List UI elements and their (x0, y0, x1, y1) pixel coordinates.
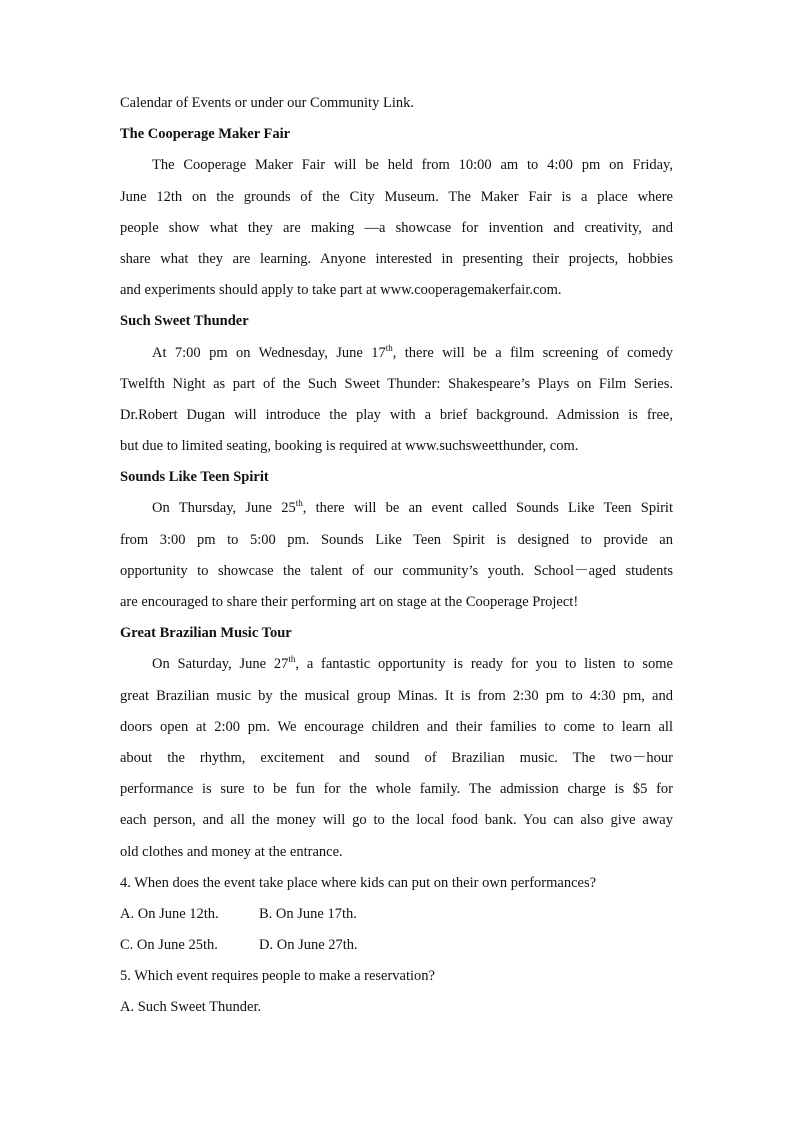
line-text: , a fantastic opportunity is ready for you to listen to some (295, 656, 673, 673)
paragraph-line (120, 493, 673, 524)
paragraph-line: Dr.Robert Dugan will introduce the play with a brief background. Admission is free, (120, 406, 673, 423)
paragraph-line: June 12th on the grounds of the City Museum. The Maker Fair is a place where (120, 188, 673, 205)
paragraph-line: each person, and all the money will go to the local food bank. You can also give away (120, 812, 673, 829)
event-heading-brazilian-tour: Great Brazilian Music Tour (120, 625, 292, 642)
paragraph-line: about the rhythm, excitement and sound of Brazilian music. The two－hour (120, 749, 673, 766)
answer-option-d: D. On June 27th. (259, 937, 358, 954)
answer-option-a: A. Such Sweet Thunder. (120, 999, 262, 1016)
ordinal-suffix: th (288, 654, 296, 665)
paragraph-line (120, 338, 673, 369)
date-text: On Saturday, June 27 (152, 656, 289, 673)
article-column (120, 88, 673, 1024)
paragraph-line: are encouraged to share their performing art on stage at the Cooperage Project! (120, 594, 579, 610)
answer-option-b: B. On June 17th. (259, 905, 357, 922)
paragraph-line (120, 649, 673, 680)
paragraph-line: doors open at 2:00 pm. We encourage children and their families to come to learn all (120, 718, 673, 735)
paragraph-line: opportunity to showcase the talent of our community’s youth. School－aged students (120, 562, 673, 579)
paragraph-line: and experiments should apply to take part at www.cooperagemakerfair.com. (120, 282, 562, 299)
event-heading-maker-fair: The Cooperage Maker Fair (120, 126, 291, 143)
line-text: , there will be a film screening of comedy (392, 344, 673, 361)
paragraph-line: performance is sure to be fun for the whole family. The admission charge is $5 for (120, 781, 673, 798)
date-text: On Thursday, June 25 (152, 500, 296, 517)
event-heading-sweet-thunder: Such Sweet Thunder (120, 313, 249, 330)
event-heading-teen-spirit: Sounds Like Teen Spirit (120, 469, 269, 486)
answer-option-c: C. On June 25th. (120, 937, 218, 954)
paragraph-line: people show what they are making —a showcase for invention and creativity, and (120, 219, 673, 236)
answer-option-a: A. On June 12th. (120, 905, 219, 922)
paragraph-line: The Cooperage Maker Fair will be held from 10:00 am to 4:00 pm on Friday, (152, 157, 673, 174)
paragraph-line: great Brazilian music by the musical group Minas. It is from 2:30 pm to 4:30 pm, and (120, 687, 673, 704)
paragraph-line: share what they are learning. Anyone interested in presenting their projects, hobbies (120, 250, 673, 267)
date-text: At 7:00 pm on Wednesday, June 17 (152, 344, 386, 361)
line-text: , there will be an event called Sounds Like Teen Spirit (302, 500, 673, 517)
paragraph-line: but due to limited seating, booking is required at www.suchsweetthunder, com. (120, 438, 579, 455)
paragraph-line: old clothes and money at the entrance. (120, 843, 343, 860)
answer-options-row (120, 930, 673, 961)
answer-options-row (120, 899, 673, 930)
question-stem: 4. When does the event take place where kids can put on their own performances? (120, 874, 597, 891)
ordinal-suffix: th (295, 498, 303, 509)
paragraph-line: Twelfth Night as part of the Such Sweet Thunder: Shakespeare’s Plays on Film Series. (120, 375, 673, 392)
paragraph-line: from 3:00 pm to 5:00 pm. Sounds Like Teen Spirit is designed to provide an (120, 531, 673, 548)
ordinal-suffix: th (385, 342, 393, 353)
question-stem: 5. Which event requires people to make a reservation? (120, 968, 435, 985)
intro-line: Calendar of Events or under our Community Link. (120, 95, 414, 111)
